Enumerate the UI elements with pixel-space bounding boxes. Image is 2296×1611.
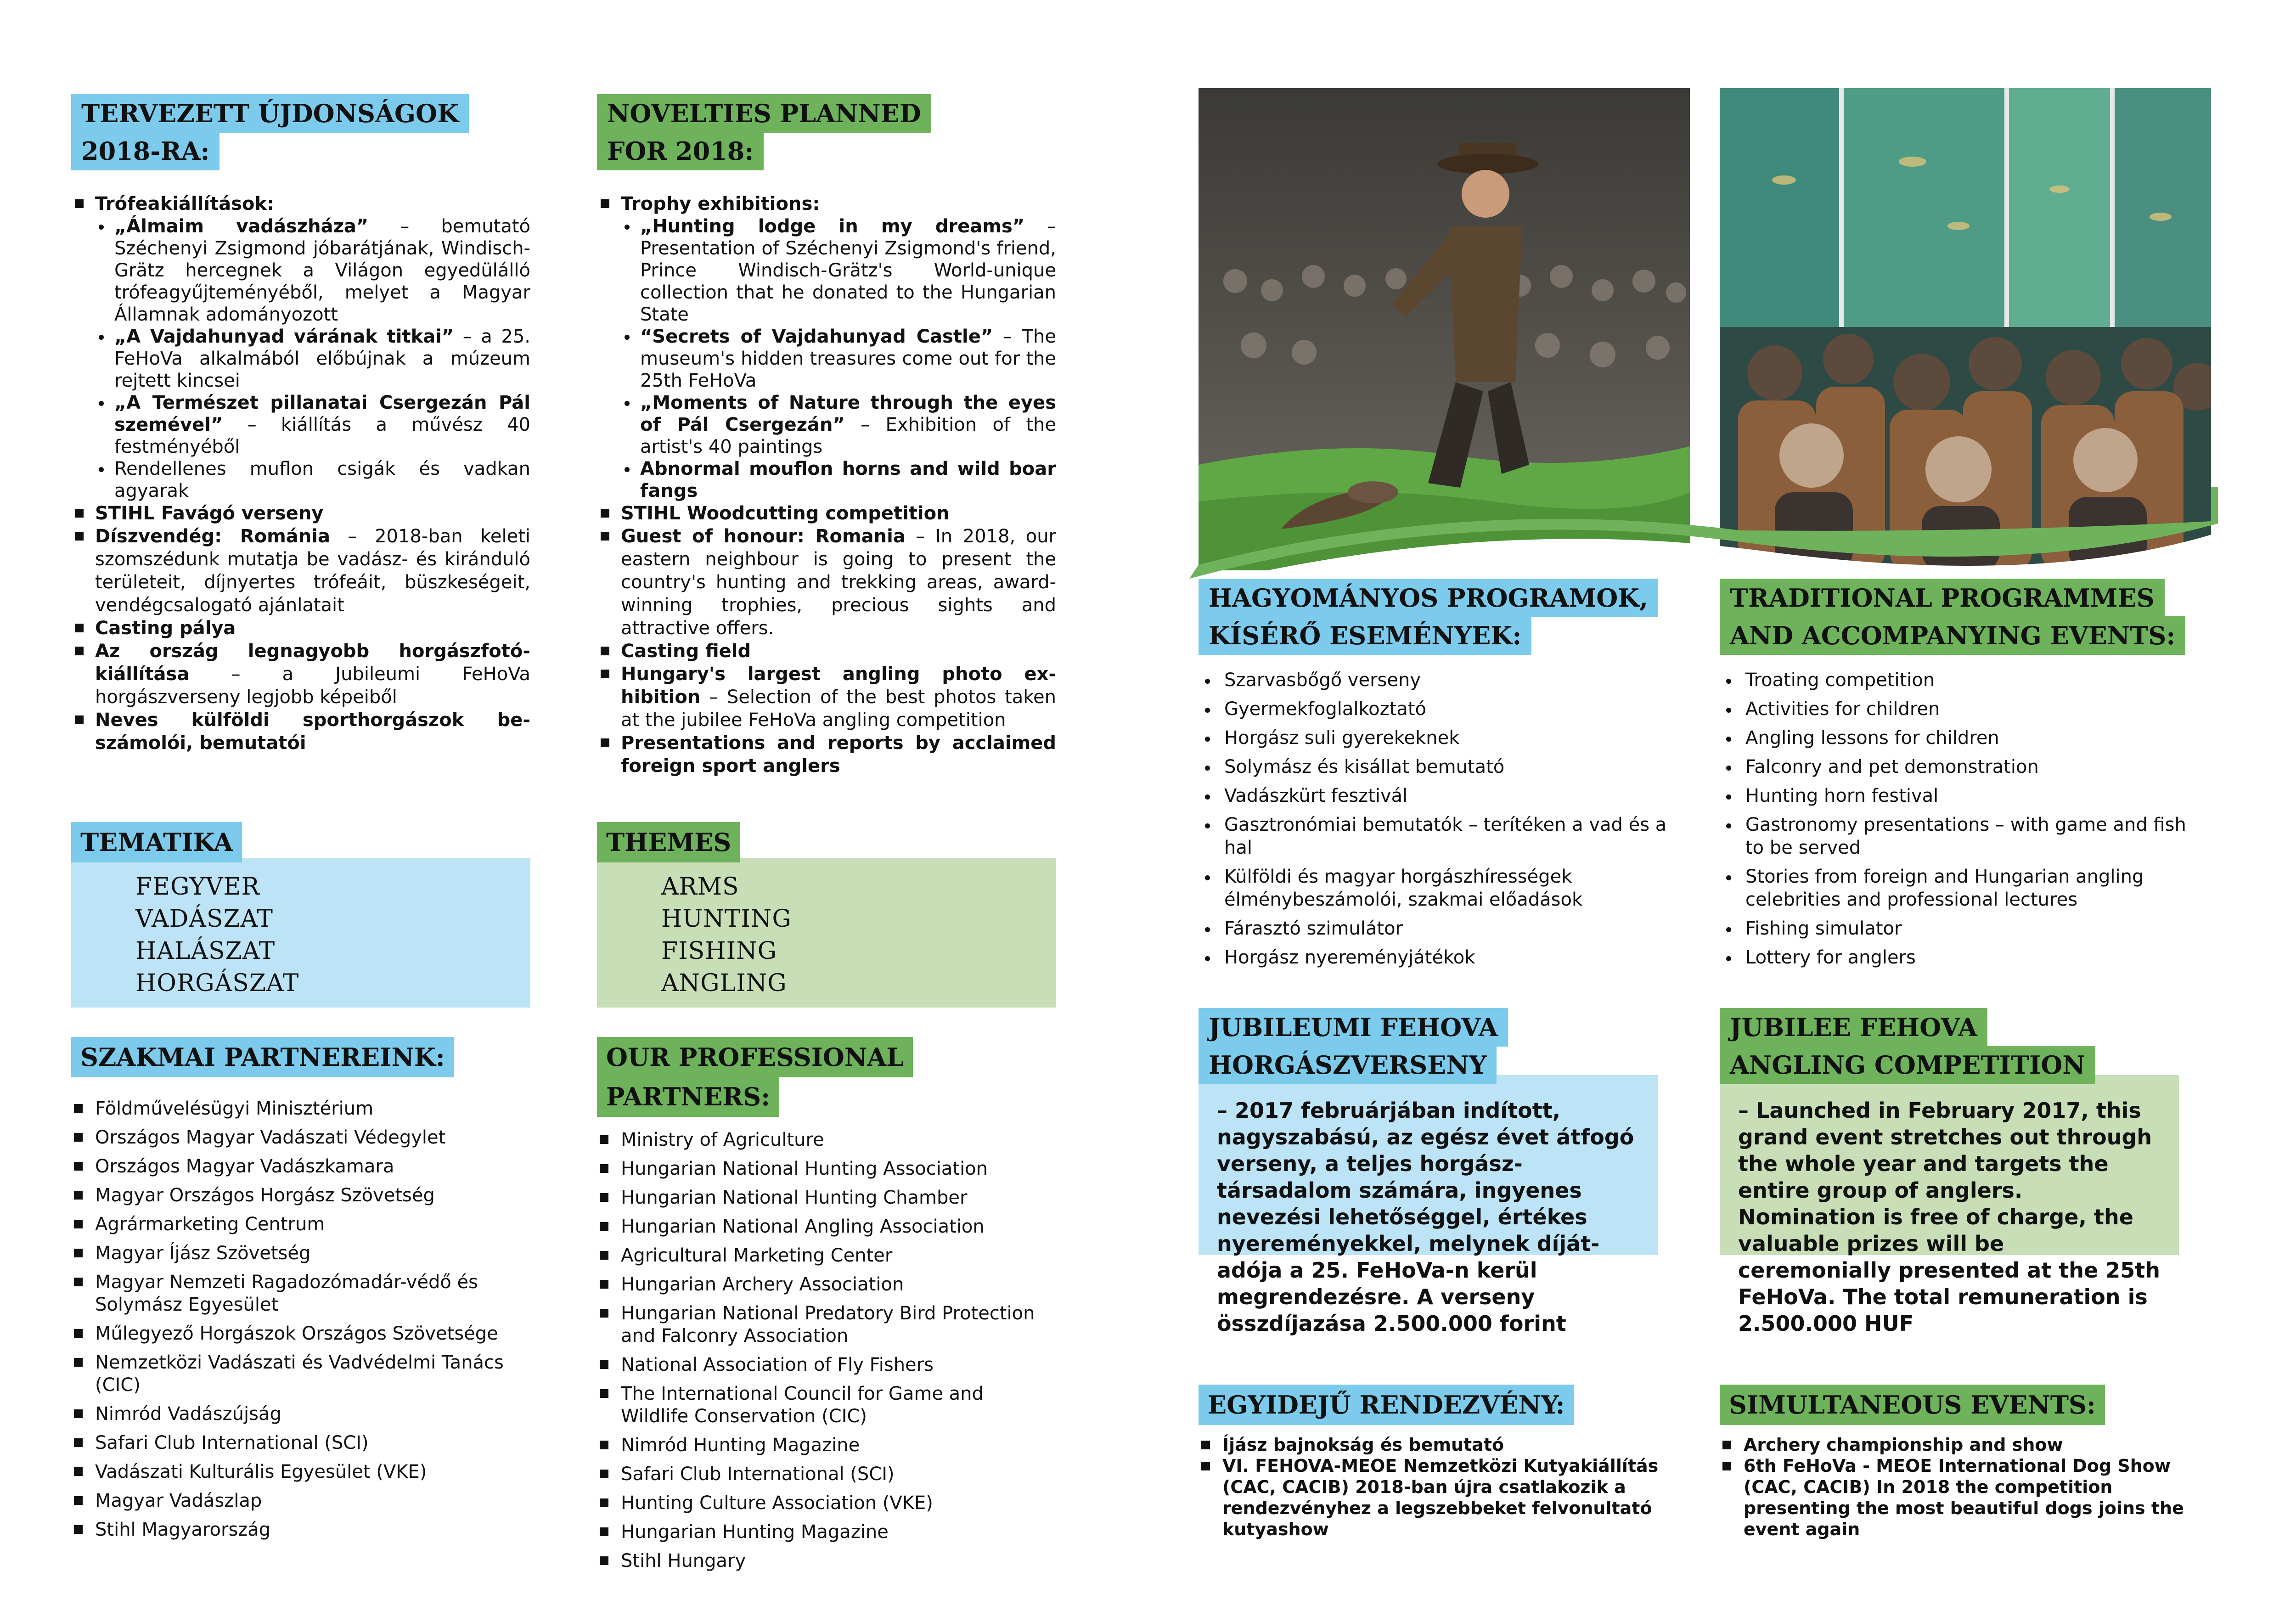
list-item: Troating competition bbox=[1720, 669, 2193, 692]
hu-programs-list bbox=[1199, 669, 1667, 969]
list-item: Lottery for anglers bbox=[1720, 946, 2193, 969]
en-programs-heading bbox=[1720, 579, 2193, 655]
list-item: Presentations and reports by acclaimed foreign sport anglers bbox=[597, 732, 1056, 777]
hu-jubilee-box bbox=[1199, 1075, 1658, 1336]
list-item: Trófeakiállítások: „Álmaim vadászháza” – bemutató Széchenyi Zsigmond jóbarátjának, Windisch-Grätz hercegnek a Világon egyedülálló trófeagyűjteményéből, melyet a Magyar Államnak adományozott „A Vajdahunyad várának titkai” – a 25. FeHoVa alkalmából előbújnak a múzeum rejtett kincsei „A Természet pillanatai Csergezán Pál szemével” – kiállítás a művész 40 festményéből Rendellenes muflon csigák és vadkan agyarak bbox=[71, 192, 530, 502]
hu-partners-heading: SZAKMAI PARTNEREINK: bbox=[71, 1037, 454, 1077]
list-item: Stihl Hungary bbox=[597, 1550, 1056, 1572]
list-item: The International Council for Game and Wildlife Conservation (CIC) bbox=[597, 1383, 1056, 1428]
list-item: STIHL Woodcutting competition bbox=[597, 502, 1056, 525]
list-item: Nemzetközi Vadászati és Vadvédelmi Tanács (CIC) bbox=[71, 1352, 530, 1397]
list-item: Casting pálya bbox=[71, 617, 530, 640]
list-item: Casting field bbox=[597, 640, 1056, 663]
list-item: Hungary's largest angling photo ex-hibition – Selection of the best photos taken at the jubilee FeHoVa angling competition bbox=[597, 663, 1056, 732]
list-item: Magyar Vadászlap bbox=[71, 1490, 530, 1512]
en-simultaneous-section bbox=[1720, 1385, 2193, 1540]
list-item: Gasztronómiai bemutatók – terítéken a vad és a hal bbox=[1199, 813, 1667, 859]
en-partners-heading-line1: OUR PROFESSIONAL bbox=[597, 1037, 913, 1077]
hu-themes-box bbox=[71, 858, 530, 1008]
hu-themes-section bbox=[71, 822, 530, 1008]
column-hu-novelties bbox=[71, 0, 530, 1540]
theme-item: ARMS bbox=[661, 873, 739, 901]
list-item: „Hunting lodge in my dreams” – Presentation of Széchenyi Zsigmond's friend, Prince Windisch-Grätz's World-unique collection that he donated to the Hungarian State bbox=[621, 215, 1056, 326]
list-item: STIHL Favágó verseny bbox=[71, 502, 530, 525]
list-item: Abnormal mouflon horns and wild boar fangs bbox=[621, 458, 1056, 502]
theme-item: HALÁSZAT bbox=[135, 937, 276, 965]
list-item: Vadászkürt fesztivál bbox=[1199, 784, 1667, 807]
en-themes-section bbox=[597, 822, 1056, 1008]
en-novelties-list bbox=[597, 192, 1056, 777]
hu-programs-heading bbox=[1199, 579, 1667, 655]
hu-partners-list bbox=[71, 1098, 530, 1541]
en-novelties-heading bbox=[597, 94, 1056, 170]
list-item: Szarvasbőgő verseny bbox=[1199, 669, 1667, 692]
list-item: Magyar Nemzeti Ragadozómadár-védő és Solymász Egyesület bbox=[71, 1271, 530, 1316]
hu-novelties-heading bbox=[71, 94, 530, 170]
hu-jubilee-heading-line2: HORGÁSZVERSENY bbox=[1199, 1046, 1497, 1084]
hu-programs-heading-line2: KÍSÉRŐ ESEMÉNYEK: bbox=[1199, 616, 1531, 655]
list-item: Guest of honour: Romania – In 2018, our eastern neighbour is going to present the country's hunting and trekking areas, award-winning trophies, precious sights and attractive offers. bbox=[597, 525, 1056, 640]
list-item: Nimród Hunting Magazine bbox=[597, 1434, 1056, 1457]
hu-jubilee-text: – 2017 februárjában indított, nagyszabású, az egész évet átfogó verseny, a teljes horgász-társadalom számára, ingyenes nevezési lehetőséggel, értékes nyereményekkel, melynek díját-adója a 25. FeHoVa-n kerül megrendezésre. A verseny összdíjazása 2.500.000 forint bbox=[1217, 1098, 1634, 1336]
en-programs-heading-line2: AND ACCOMPANYING EVENTS: bbox=[1720, 616, 2185, 655]
list-item: Rendellenes muflon csigák és vadkan agyarak bbox=[95, 458, 530, 502]
list-item: „A Természet pillanatai Csergezán Pál szemével” – kiállítás a művész 40 festményéből bbox=[95, 392, 530, 458]
list-item: Országos Magyar Vadászati Védegylet bbox=[71, 1127, 530, 1149]
list-item: Horgász nyereményjátékok bbox=[1199, 946, 1667, 969]
list-item: Gyermekfoglalkoztató bbox=[1199, 698, 1667, 721]
column-en-programs bbox=[1720, 579, 2193, 975]
theme-item: HORGÁSZAT bbox=[135, 969, 299, 997]
hu-novelties-list bbox=[71, 192, 530, 755]
list-item: „Álmaim vadászháza” – bemutató Széchenyi Zsigmond jóbarátjának, Windisch-Grätz hercegnek a Világon egyedülálló trófeagyűjteményéből, melyet a Magyar Államnak adományozott bbox=[95, 215, 530, 326]
hu-simultaneous-list bbox=[1199, 1434, 1667, 1540]
en-jubilee-box bbox=[1720, 1075, 2179, 1336]
list-item: Az ország legnagyobb horgászfotó-kiállítása – a Jubileumi FeHoVa horgászverseny legjobb képeiből bbox=[71, 640, 530, 709]
en-partners-section bbox=[597, 1037, 1056, 1579]
list-item: Nimród Vadászújság bbox=[71, 1403, 530, 1425]
theme-item: HUNTING bbox=[661, 905, 792, 933]
theme-item: FISHING bbox=[661, 937, 777, 965]
list-item: Horgász suli gyerekeknek bbox=[1199, 727, 1667, 749]
list-item: Magyar Országos Horgász Szövetség bbox=[71, 1184, 530, 1207]
en-jubilee-heading-line1: JUBILEE FEHOVA bbox=[1720, 1008, 1987, 1047]
theme-item: FEGYVER bbox=[135, 873, 260, 901]
list-item: Hunting Culture Association (VKE) bbox=[597, 1492, 1056, 1515]
hu-trophy-sublist bbox=[95, 215, 530, 502]
list-item: „Moments of Nature through the eyes of Pál Csergezán” – Exhibition of the artist's 40 paintings bbox=[621, 392, 1056, 458]
list-item: Műlegyező Horgászok Országos Szövetsége bbox=[71, 1323, 530, 1345]
en-jubilee-heading bbox=[1720, 1008, 2179, 1084]
list-item: Magyar Íjász Szövetség bbox=[71, 1242, 530, 1265]
en-themes-box bbox=[597, 858, 1056, 1008]
list-item: Agrármarketing Centrum bbox=[71, 1213, 530, 1236]
en-partners-heading-line2: PARTNERS: bbox=[597, 1076, 779, 1117]
list-item: VI. FEHOVA-MEOE Nemzetközi Kutyakiállítás (CAC, CACIB) 2018-ban újra csatlakozik a rendezvényhez a legszebbeket felvonultató kutyashow bbox=[1199, 1455, 1667, 1540]
list-item: „A Vajdahunyad várának titkai” – a 25. FeHoVa alkalmából előbújnak a múzeum rejtett kincsei bbox=[95, 326, 530, 392]
list-item: Trophy exhibitions: „Hunting lodge in my dreams” – Presentation of Széchenyi Zsigmond's friend, Prince Windisch-Grätz's World-unique collection that he donated to the Hungarian State “Secrets of Vajdahunyad Castle” – The museum's hidden treasures come out for the 25th FeHoVa „Moments of Nature through the eyes of Pál Csergezán” – Exhibition of the artist's 40 paintings Abnormal mouflon horns and wild boar fangs bbox=[597, 192, 1056, 502]
list-item: Stories from foreign and Hungarian angling celebrities and professional lectures bbox=[1720, 865, 2193, 911]
list-item: Díszvendég: Románia – 2018-ban keleti szomszédunk mutatja be vadász- és kiránduló területeit, díjnyertes trófeáit, büszkeségeit, vendégcsalogató ajánlatait bbox=[71, 525, 530, 617]
green-wave bbox=[1189, 487, 2218, 588]
en-programs-heading-line1: TRADITIONAL PROGRAMMES bbox=[1720, 579, 2165, 617]
list-item: Stihl Magyarország bbox=[71, 1519, 530, 1541]
theme-item: VADÁSZAT bbox=[135, 905, 273, 933]
hu-novelties-heading-line2: 2018-RA: bbox=[71, 132, 219, 170]
en-partners-list bbox=[597, 1129, 1056, 1572]
list-item: Hungarian National Hunting Association bbox=[597, 1158, 1056, 1180]
hu-jubilee-heading-line1: JUBILEUMI FEHOVA bbox=[1199, 1008, 1508, 1047]
en-themes-heading: THEMES bbox=[597, 822, 740, 862]
en-jubilee-text: – Launched in February 2017, this grand event stretches out through the whole year and targets the entire group of anglers. Nomination is free of charge, the valuable prizes will be ceremonially presented at the 25th FeHoVa. The total remuneration is 2.500.000 HUF bbox=[1738, 1098, 2160, 1336]
list-item: Gastronomy presentations – with game and fish to be served bbox=[1720, 813, 2193, 859]
en-programs-list bbox=[1720, 669, 2193, 969]
list-item: Hunting horn festival bbox=[1720, 784, 2193, 807]
hu-programs-heading-line1: HAGYOMÁNYOS PROGRAMOK, bbox=[1199, 579, 1658, 617]
list-item: Archery championship and show bbox=[1720, 1434, 2193, 1455]
list-item: Hungarian National Predatory Bird Protection and Falconry Association bbox=[597, 1302, 1056, 1347]
en-simultaneous-heading: SIMULTANEOUS EVENTS: bbox=[1720, 1385, 2105, 1425]
list-item: Hungarian Hunting Magazine bbox=[597, 1521, 1056, 1543]
list-item: Safari Club International (SCI) bbox=[71, 1432, 530, 1454]
list-item: Hungarian National Hunting Chamber bbox=[597, 1187, 1056, 1209]
list-item: National Association of Fly Fishers bbox=[597, 1354, 1056, 1376]
list-item: Hungarian National Angling Association bbox=[597, 1216, 1056, 1238]
list-item: Országos Magyar Vadászkamara bbox=[71, 1155, 530, 1178]
list-item: Safari Club International (SCI) bbox=[597, 1463, 1056, 1486]
theme-item: ANGLING bbox=[661, 969, 787, 997]
en-simultaneous-list bbox=[1720, 1434, 2193, 1540]
list-item: Falconry and pet demonstration bbox=[1720, 755, 2193, 778]
en-novelties-heading-line1: NOVELTIES PLANNED bbox=[597, 94, 931, 133]
list-item: Fárasztó szimulátor bbox=[1199, 917, 1667, 940]
list-item: 6th FeHoVa - MEOE International Dog Show (CAC, CACIB) In 2018 the competition presenting the most beautiful dogs joins the event again bbox=[1720, 1455, 2193, 1540]
list-item: Solymász és kisállat bemutató bbox=[1199, 755, 1667, 778]
list-item: Földművelésügyi Minisztérium bbox=[71, 1098, 530, 1120]
list-item: Ministry of Agriculture bbox=[597, 1129, 1056, 1151]
list-item: Angling lessons for children bbox=[1720, 727, 2193, 749]
en-jubilee-heading-line2: ANGLING COMPETITION bbox=[1720, 1046, 2095, 1084]
en-jubilee-section bbox=[1720, 1008, 2179, 1336]
list-item: Neves külföldi sporthorgászok be-számolói, bemutatói bbox=[71, 709, 530, 755]
hu-themes-heading: TEMATIKA bbox=[71, 822, 242, 862]
list-item: Fishing simulator bbox=[1720, 917, 2193, 940]
hu-jubilee-heading bbox=[1199, 1008, 1658, 1084]
list-item: Külföldi és magyar horgászhírességek élménybeszámolói, szakmai előadások bbox=[1199, 865, 1667, 911]
en-trophy-sublist bbox=[621, 215, 1056, 502]
hu-partners-section bbox=[71, 1037, 530, 1548]
list-item: Hungarian Archery Association bbox=[597, 1273, 1056, 1296]
column-hu-programs bbox=[1199, 579, 1667, 975]
en-novelties-heading-line2: FOR 2018: bbox=[597, 132, 764, 170]
list-item: Activities for children bbox=[1720, 698, 2193, 721]
hu-jubilee-section bbox=[1199, 1008, 1658, 1336]
hu-simultaneous-heading: EGYIDEJŰ RENDEZVÉNY: bbox=[1199, 1385, 1574, 1425]
list-item: Vadászati Kulturális Egyesület (VKE) bbox=[71, 1461, 530, 1483]
hu-simultaneous-section bbox=[1199, 1385, 1667, 1540]
column-en-novelties bbox=[597, 0, 1057, 1572]
list-item: Agricultural Marketing Center bbox=[597, 1245, 1056, 1267]
hu-novelties-heading-line1: TERVEZETT ÚJDONSÁGOK bbox=[71, 94, 469, 133]
list-item: Íjász bajnokság és bemutató bbox=[1199, 1434, 1667, 1455]
list-item: “Secrets of Vajdahunyad Castle” – The museum's hidden treasures come out for the 25th FeHoVa bbox=[621, 326, 1056, 392]
